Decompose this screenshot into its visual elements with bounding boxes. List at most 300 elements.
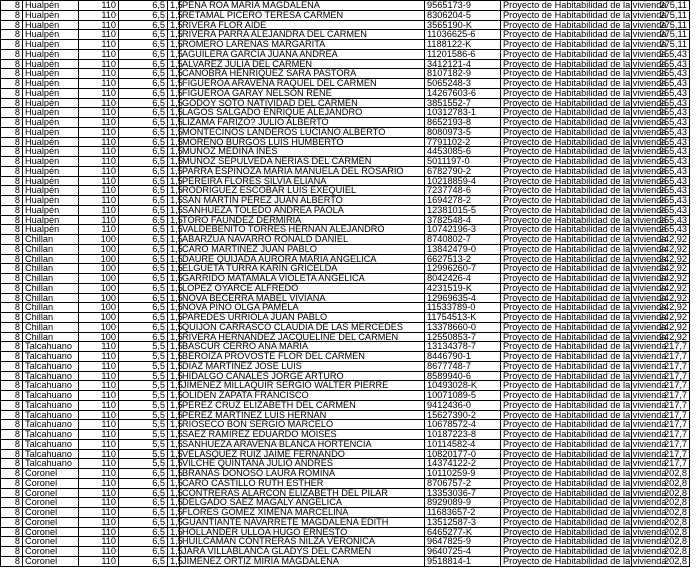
region-cell: 8 [1, 225, 23, 235]
region-cell: 8 [1, 20, 23, 30]
amount-cell: 242,92 [632, 303, 690, 313]
comuna-cell: Talcahuano [23, 439, 79, 449]
table-row [1, 313, 690, 323]
region-cell: 8 [1, 283, 23, 293]
comuna-cell: Hualpén [23, 166, 79, 176]
value-a-cell: 110 [79, 166, 119, 176]
comuna-cell: Talcahuano [23, 430, 79, 440]
rut-cell: 9640725-4 [425, 547, 501, 557]
rut-cell: 10742196-3 [425, 225, 501, 235]
beneficiary-name-cell: FIGUEROA GARAY NELSON RENE [180, 88, 425, 98]
value-c-cell: 1,5 [168, 420, 180, 430]
value-c-cell: 1,5 [168, 352, 180, 362]
value-a-cell: 110 [79, 527, 119, 537]
beneficiary-name-cell: RIVERA HERNANDEZ JACQUELINE DEL CARMEN [180, 332, 425, 342]
region-cell: 8 [1, 303, 23, 313]
value-b-cell: 6,5 [119, 205, 168, 215]
comuna-cell: Talcahuano [23, 361, 79, 371]
amount-cell: 255,43 [632, 49, 690, 59]
value-b-cell: 6,5 [119, 79, 168, 89]
value-c-cell: 1,5 [168, 244, 180, 254]
value-a-cell: 110 [79, 488, 119, 498]
region-cell: 8 [1, 30, 23, 40]
amount-cell: 275,11 [632, 10, 690, 20]
project-cell: Proyecto de Habitabilidad de la vivienda [501, 371, 632, 381]
amount-cell: 202,8 [632, 469, 690, 479]
value-c-cell: 1,5 [168, 20, 180, 30]
beneficiary-name-cell: RIOSECO BON SERGIO MARCELO [180, 420, 425, 430]
amount-cell: 275,11 [632, 40, 690, 50]
value-c-cell: 1,5 [168, 40, 180, 50]
amount-cell: 242,92 [632, 322, 690, 332]
value-b-cell: 6,5 [119, 547, 168, 557]
comuna-cell: Coronel [23, 488, 79, 498]
beneficiary-name-cell: NOVA BECERRA MABEL VIVIANA [180, 293, 425, 303]
project-cell: Proyecto de Habitabilidad de la vivienda [501, 108, 632, 118]
beneficiary-name-cell: JIMENEZ MILLAQUIR SERGIO WALTER PIERRE [180, 381, 425, 391]
region-cell: 8 [1, 186, 23, 196]
comuna-cell: Coronel [23, 508, 79, 518]
comuna-cell: Coronel [23, 498, 79, 508]
project-cell: Proyecto de Habitabilidad de la vivienda [501, 293, 632, 303]
project-cell: Proyecto de Habitabilidad de la vivienda [501, 69, 632, 79]
beneficiary-name-cell: GUANTIANTE NAVARRETE MAGDALENA EDITH [180, 517, 425, 527]
comuna-cell: Coronel [23, 527, 79, 537]
value-b-cell: 6,5 [119, 225, 168, 235]
amount-cell: 255,43 [632, 176, 690, 186]
project-cell: Proyecto de Habitabilidad de la vivienda [501, 517, 632, 527]
value-c-cell: 1,5 [168, 176, 180, 186]
beneficiary-name-cell: OLIDEN ZAPATA FRANCISCO [180, 391, 425, 401]
amount-cell: 217,7 [632, 420, 690, 430]
amount-cell: 202,8 [632, 527, 690, 537]
value-b-cell: 5,5 [119, 391, 168, 401]
comuna-cell: Hualpén [23, 147, 79, 157]
value-b-cell: 6,5 [119, 274, 168, 284]
value-c-cell: 1,5 [168, 1, 180, 11]
value-c-cell: 1,5 [168, 118, 180, 128]
beneficiary-name-cell: HOLLANDER ULLOA HUGO ERNESTO [180, 527, 425, 537]
comuna-cell: Coronel [23, 478, 79, 488]
rut-cell: 8706757-2 [425, 478, 501, 488]
value-a-cell: 100 [79, 254, 119, 264]
comuna-cell: Talcahuano [23, 371, 79, 381]
amount-cell: 202,8 [632, 517, 690, 527]
value-a-cell: 110 [79, 459, 119, 469]
project-cell: Proyecto de Habitabilidad de la vivienda [501, 98, 632, 108]
value-c-cell: 1,5 [168, 166, 180, 176]
beneficiary-name-cell: BEROIZA PROVOSTE FLOR DEL CARMEN [180, 352, 425, 362]
region-cell: 8 [1, 527, 23, 537]
rut-cell: 13512587-3 [425, 517, 501, 527]
comuna-cell: Hualpén [23, 30, 79, 40]
value-b-cell: 6,5 [119, 127, 168, 137]
value-b-cell: 6,5 [119, 293, 168, 303]
amount-cell: 242,92 [632, 274, 690, 284]
comuna-cell: Hualpén [23, 40, 79, 50]
beneficiary-name-cell: QUIJON CARRASCO CLAUDIA DE LAS MERCEDES [180, 322, 425, 332]
comuna-cell: Talcahuano [23, 410, 79, 420]
project-cell: Proyecto de Habitabilidad de la vivienda [501, 225, 632, 235]
amount-cell: 255,43 [632, 98, 690, 108]
region-cell: 8 [1, 537, 23, 547]
amount-cell: 242,92 [632, 293, 690, 303]
amount-cell: 242,92 [632, 254, 690, 264]
region-cell: 8 [1, 205, 23, 215]
value-b-cell: 6,5 [119, 30, 168, 40]
beneficiary-name-cell: CONTRERAS ALARCON ELIZABETH DEL PILAR [180, 488, 425, 498]
rut-cell: 5011197-0 [425, 157, 501, 167]
rut-cell: 10493028-K [425, 381, 501, 391]
value-c-cell: 1,5 [168, 303, 180, 313]
rut-cell: 6782790-2 [425, 166, 501, 176]
value-b-cell: 6,5 [119, 186, 168, 196]
beneficiary-name-cell: RODRIGUEZ ESCOBAR LUIS EXEQUIEL [180, 186, 425, 196]
table-row [1, 49, 690, 59]
value-c-cell: 1,5 [168, 410, 180, 420]
value-c-cell: 1,5 [168, 59, 180, 69]
beneficiary-name-cell: DAURE QUIJADA AURORA MARIA ANGELICA [180, 254, 425, 264]
beneficiary-name-cell: JARA VILLABLANCA GLADYS DEL CARMEN [180, 547, 425, 557]
value-a-cell: 110 [79, 410, 119, 420]
value-c-cell: 1,5 [168, 264, 180, 274]
table-row [1, 166, 690, 176]
project-cell: Proyecto de Habitabilidad de la vivienda [501, 449, 632, 459]
project-cell: Proyecto de Habitabilidad de la vivienda [501, 391, 632, 401]
project-cell: Proyecto de Habitabilidad de la vivienda [501, 137, 632, 147]
beneficiary-name-cell: RIVERA FLOR AIDE [180, 20, 425, 30]
value-c-cell: 1,5 [168, 332, 180, 342]
value-a-cell: 100 [79, 244, 119, 254]
table-row [1, 79, 690, 89]
project-cell: Proyecto de Habitabilidad de la vivienda [501, 469, 632, 479]
amount-cell: 255,43 [632, 157, 690, 167]
table-row [1, 508, 690, 518]
beneficiary-name-cell: MUÑOZ SEPULVEDA NERIAS DEL CARMEN [180, 157, 425, 167]
value-b-cell: 6,5 [119, 215, 168, 225]
project-cell: Proyecto de Habitabilidad de la vivienda [501, 59, 632, 69]
region-cell: 8 [1, 439, 23, 449]
beneficiary-name-cell: PEREIRA FLORES SILVIA ELIANA [180, 176, 425, 186]
region-cell: 8 [1, 264, 23, 274]
table-row [1, 469, 690, 479]
value-b-cell: 6,5 [119, 488, 168, 498]
project-cell: Proyecto de Habitabilidad de la vivienda [501, 176, 632, 186]
region-cell: 8 [1, 517, 23, 527]
region-cell: 8 [1, 478, 23, 488]
value-c-cell: 1,5 [168, 391, 180, 401]
comuna-cell: Hualpén [23, 108, 79, 118]
table-row [1, 556, 690, 566]
value-a-cell: 110 [79, 40, 119, 50]
comuna-cell: Talcahuano [23, 391, 79, 401]
value-b-cell: 6,5 [119, 313, 168, 323]
project-cell: Proyecto de Habitabilidad de la vivienda [501, 498, 632, 508]
value-c-cell: 1,5 [168, 322, 180, 332]
value-b-cell: 6,5 [119, 147, 168, 157]
beneficiary-name-cell: ABARZUA NAVARRO RONALD DANIEL [180, 235, 425, 245]
amount-cell: 217,7 [632, 361, 690, 371]
value-a-cell: 110 [79, 157, 119, 167]
value-b-cell: 6,5 [119, 322, 168, 332]
table-row [1, 361, 690, 371]
project-cell: Proyecto de Habitabilidad de la vivienda [501, 361, 632, 371]
region-cell: 8 [1, 547, 23, 557]
region-cell: 8 [1, 313, 23, 323]
project-cell: Proyecto de Habitabilidad de la vivienda [501, 157, 632, 167]
amount-cell: 242,92 [632, 332, 690, 342]
value-c-cell: 1,5 [168, 79, 180, 89]
value-a-cell: 110 [79, 391, 119, 401]
comuna-cell: Talcahuano [23, 381, 79, 391]
beneficiary-name-cell: FLORES GOMEZ XIMENA MARCELINA [180, 508, 425, 518]
rut-cell: 1694278-2 [425, 196, 501, 206]
beneficiary-name-cell: PAREDES URRIOLA JUAN PABLO [180, 313, 425, 323]
table-row [1, 400, 690, 410]
value-c-cell: 1,5 [168, 30, 180, 40]
value-b-cell: 5,5 [119, 361, 168, 371]
value-a-cell: 110 [79, 1, 119, 11]
value-b-cell: 5,5 [119, 381, 168, 391]
comuna-cell: Talcahuano [23, 342, 79, 352]
amount-cell: 275,11 [632, 1, 690, 11]
rut-cell: 3851552-7 [425, 98, 501, 108]
table-row [1, 478, 690, 488]
rut-cell: 7791102-2 [425, 137, 501, 147]
value-a-cell: 110 [79, 20, 119, 30]
value-b-cell: 6,5 [119, 469, 168, 479]
rut-cell: 10114582-4 [425, 439, 501, 449]
amount-cell: 217,7 [632, 439, 690, 449]
beneficiary-name-cell: TORO FAUNDEZ DERMIRIA [180, 215, 425, 225]
rut-cell: 3412121-4 [425, 59, 501, 69]
table-row [1, 391, 690, 401]
region-cell: 8 [1, 449, 23, 459]
amount-cell: 217,7 [632, 400, 690, 410]
amount-cell: 242,92 [632, 283, 690, 293]
region-cell: 8 [1, 459, 23, 469]
rut-cell: 6465277-K [425, 527, 501, 537]
comuna-cell: Hualpén [23, 59, 79, 69]
value-a-cell: 110 [79, 176, 119, 186]
value-a-cell: 110 [79, 137, 119, 147]
value-c-cell: 1,5 [168, 361, 180, 371]
project-cell: Proyecto de Habitabilidad de la vivienda [501, 313, 632, 323]
comuna-cell: Chillan [23, 274, 79, 284]
comuna-cell: Hualpén [23, 49, 79, 59]
value-c-cell: 1,5 [168, 196, 180, 206]
comuna-cell: Coronel [23, 537, 79, 547]
project-cell: Proyecto de Habitabilidad de la vivienda [501, 381, 632, 391]
value-b-cell: 6,5 [119, 1, 168, 11]
comuna-cell: Chillan [23, 283, 79, 293]
beneficiary-name-cell: SANHUEZA ARAVENA BLANCA HORTENCIA [180, 439, 425, 449]
rut-cell: 8306204-5 [425, 10, 501, 20]
table-row [1, 322, 690, 332]
value-b-cell: 6,5 [119, 303, 168, 313]
amount-cell: 202,8 [632, 498, 690, 508]
project-cell: Proyecto de Habitabilidad de la vivienda [501, 30, 632, 40]
value-a-cell: 110 [79, 186, 119, 196]
amount-cell: 255,43 [632, 59, 690, 69]
project-cell: Proyecto de Habitabilidad de la vivienda [501, 40, 632, 50]
rut-cell: 14267603-6 [425, 88, 501, 98]
table-row [1, 196, 690, 206]
table-row [1, 517, 690, 527]
region-cell: 8 [1, 1, 23, 11]
amount-cell: 217,7 [632, 430, 690, 440]
amount-cell: 255,43 [632, 205, 690, 215]
beneficiary-name-cell: VILCHE QUINTANA JULIO ANDRES [180, 459, 425, 469]
amount-cell: 255,43 [632, 196, 690, 206]
value-b-cell: 6,5 [119, 98, 168, 108]
region-cell: 8 [1, 342, 23, 352]
project-cell: Proyecto de Habitabilidad de la vivienda [501, 400, 632, 410]
amount-cell: 255,43 [632, 186, 690, 196]
rut-cell: 10187223-8 [425, 430, 501, 440]
beneficiary-name-cell: RETAMAL PICERO TERESA CARMEN [180, 10, 425, 20]
rut-cell: 4453085-6 [425, 147, 501, 157]
project-cell: Proyecto de Habitabilidad de la vivienda [501, 166, 632, 176]
region-cell: 8 [1, 322, 23, 332]
value-c-cell: 1,5 [168, 283, 180, 293]
value-b-cell: 6,5 [119, 235, 168, 245]
project-cell: Proyecto de Habitabilidad de la vivienda [501, 322, 632, 332]
region-cell: 8 [1, 293, 23, 303]
value-c-cell: 1,5 [168, 108, 180, 118]
project-cell: Proyecto de Habitabilidad de la vivienda [501, 459, 632, 469]
value-b-cell: 6,5 [119, 40, 168, 50]
region-cell: 8 [1, 118, 23, 128]
value-b-cell: 6,5 [119, 517, 168, 527]
comuna-cell: Chillan [23, 313, 79, 323]
value-b-cell: 6,5 [119, 108, 168, 118]
value-a-cell: 100 [79, 332, 119, 342]
value-c-cell: 1,5 [168, 469, 180, 479]
project-cell: Proyecto de Habitabilidad de la vivienda [501, 215, 632, 225]
comuna-cell: Hualpén [23, 10, 79, 20]
beneficiary-name-cell: PEÑA ROA MARIA MAGDALENA [180, 1, 425, 11]
table-row [1, 127, 690, 137]
value-a-cell: 110 [79, 439, 119, 449]
amount-cell: 217,7 [632, 391, 690, 401]
value-c-cell: 1,5 [168, 478, 180, 488]
region-cell: 8 [1, 274, 23, 284]
rut-cell: 13134378-7 [425, 342, 501, 352]
value-b-cell: 6,5 [119, 157, 168, 167]
value-b-cell: 6,5 [119, 508, 168, 518]
comuna-cell: Chillan [23, 264, 79, 274]
rut-cell: 9565173-9 [425, 1, 501, 11]
comuna-cell: Coronel [23, 556, 79, 566]
rut-cell: 14374122-2 [425, 459, 501, 469]
project-cell: Proyecto de Habitabilidad de la vivienda [501, 10, 632, 20]
value-b-cell: 6,5 [119, 244, 168, 254]
table-row [1, 157, 690, 167]
region-cell: 8 [1, 381, 23, 391]
rut-cell: 11683657-2 [425, 508, 501, 518]
region-cell: 8 [1, 196, 23, 206]
project-cell: Proyecto de Habitabilidad de la vivienda [501, 186, 632, 196]
value-a-cell: 110 [79, 215, 119, 225]
table-row [1, 430, 690, 440]
value-c-cell: 1,5 [168, 10, 180, 20]
project-cell: Proyecto de Habitabilidad de la vivienda [501, 1, 632, 11]
comuna-cell: Hualpén [23, 205, 79, 215]
table-row [1, 40, 690, 50]
project-cell: Proyecto de Habitabilidad de la vivienda [501, 537, 632, 547]
region-cell: 8 [1, 420, 23, 430]
amount-cell: 255,43 [632, 147, 690, 157]
value-a-cell: 110 [79, 10, 119, 20]
value-b-cell: 6,5 [119, 332, 168, 342]
value-b-cell: 6,5 [119, 166, 168, 176]
project-cell: Proyecto de Habitabilidad de la vivienda [501, 49, 632, 59]
value-c-cell: 1,5 [168, 527, 180, 537]
comuna-cell: Chillan [23, 254, 79, 264]
table-row [1, 352, 690, 362]
amount-cell: 242,92 [632, 244, 690, 254]
rut-cell: 8740802-7 [425, 235, 501, 245]
value-b-cell: 6,5 [119, 498, 168, 508]
amount-cell: 217,7 [632, 459, 690, 469]
region-cell: 8 [1, 79, 23, 89]
value-a-cell: 110 [79, 478, 119, 488]
comuna-cell: Chillan [23, 332, 79, 342]
region-cell: 8 [1, 108, 23, 118]
value-a-cell: 100 [79, 283, 119, 293]
beneficiary-name-cell: CANOBRA HENRIQUEZ SARA PASTORA [180, 69, 425, 79]
beneficiary-name-cell: BASCUR CERRO ANA MARIA [180, 342, 425, 352]
value-a-cell: 100 [79, 313, 119, 323]
value-b-cell: 6,5 [119, 478, 168, 488]
value-a-cell: 100 [79, 303, 119, 313]
value-a-cell: 110 [79, 498, 119, 508]
value-a-cell: 110 [79, 196, 119, 206]
amount-cell: 217,7 [632, 352, 690, 362]
beneficiary-name-cell: PEREZ CRUZ ELIZABETH DEL CARMEN [180, 400, 425, 410]
value-a-cell: 100 [79, 322, 119, 332]
rut-cell: 11036625-6 [425, 30, 501, 40]
amount-cell: 255,43 [632, 225, 690, 235]
table-row [1, 244, 690, 254]
beneficiary-name-cell: RIVERA PARRA ALEJANDRA DEL CARMEN [180, 30, 425, 40]
amount-cell: 217,7 [632, 449, 690, 459]
value-c-cell: 1,5 [168, 235, 180, 245]
table-row [1, 283, 690, 293]
project-cell: Proyecto de Habitabilidad de la vivienda [501, 235, 632, 245]
value-c-cell: 1,5 [168, 449, 180, 459]
beneficiary-name-cell: ALVAREZ JULIA DEL CARMEN [180, 59, 425, 69]
project-cell: Proyecto de Habitabilidad de la vivienda [501, 20, 632, 30]
comuna-cell: Hualpén [23, 196, 79, 206]
beneficiary-name-cell: DELGADO SAEZ MAGALY ANGELICA [180, 498, 425, 508]
beneficiary-name-cell: FIGUEROA ARAVENA RAQUEL DEL CARMEN [180, 79, 425, 89]
project-cell: Proyecto de Habitabilidad de la vivienda [501, 274, 632, 284]
value-c-cell: 1,5 [168, 488, 180, 498]
beneficiary-name-cell: SANHUEZA TOLEDO ANDREA PAOLA [180, 205, 425, 215]
value-c-cell: 1,5 [168, 430, 180, 440]
beneficiary-name-cell: MONTECINOS LANDEROS LUCIANO ALBERTO [180, 127, 425, 137]
value-c-cell: 1,5 [168, 508, 180, 518]
value-c-cell: 1,5 [168, 371, 180, 381]
beneficiary-name-cell: DIAZ MARTINEZ JOSE LUIS [180, 361, 425, 371]
amount-cell: 242,92 [632, 313, 690, 323]
table-row [1, 547, 690, 557]
beneficiary-name-cell: VELASQUEZ RUIZ JAIME FERNANDO [180, 449, 425, 459]
value-b-cell: 6,5 [119, 264, 168, 274]
region-cell: 8 [1, 332, 23, 342]
